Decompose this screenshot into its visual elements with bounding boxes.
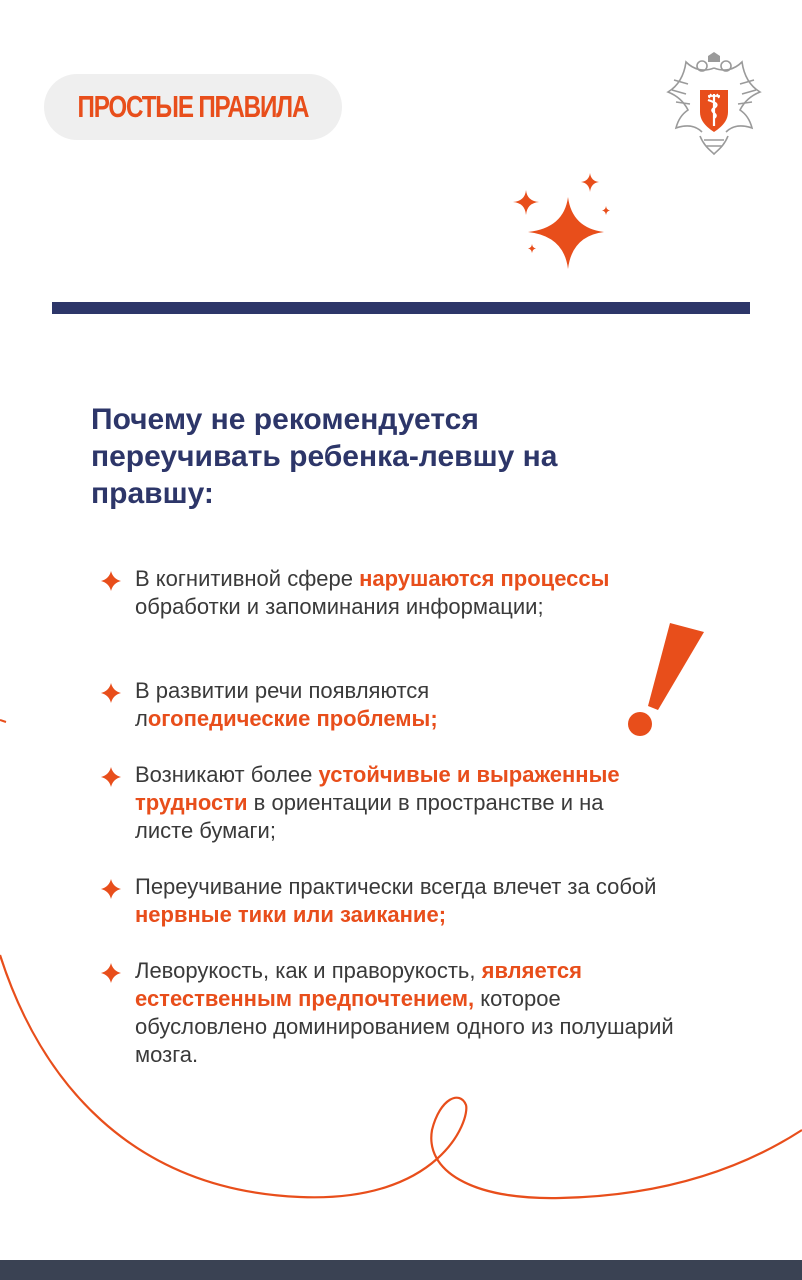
bullet-segment: Возникают более	[135, 762, 319, 787]
bullet-highlight: устойчивые и выраженные трудности	[135, 762, 620, 815]
decorative-swirl-line	[0, 700, 802, 1220]
bullet-segment: В когнитивной сфере	[135, 566, 360, 591]
bullet-segment: Леворукость, как и праворукость,	[135, 958, 482, 983]
bullet-highlight: нервные тики или заикание;	[135, 902, 447, 927]
sparkles-icon	[505, 170, 620, 275]
header-title: ПРОСТЫЕ ПРАВИЛА	[77, 89, 309, 124]
bullet-segment: обработки и запоминания информации;	[135, 594, 544, 619]
footer-bar	[0, 1260, 802, 1280]
bullet-segment: Переучивание практически всегда влечет за собой	[135, 874, 657, 899]
bullet-segment: В развитии речи появляются л	[135, 678, 430, 731]
question-heading: Почему не рекомендуется переучивать ребенка-левшу на правшу:	[91, 403, 558, 510]
bullet-segment: в ориентации в пространстве и на листе бумаги;	[135, 790, 604, 843]
header-pill	[44, 74, 342, 140]
bullet-highlight: нарушаются процессы	[359, 566, 610, 591]
bullet-segment: которое обусловлено доминированием одного из полушарий мозга.	[135, 986, 674, 1067]
bullet-highlight: является естественным предпочтением,	[135, 958, 582, 1011]
bullet-highlight: огопедические проблемы;	[147, 706, 438, 731]
plus-bullet-icon	[100, 570, 122, 592]
divider-bar	[52, 302, 750, 314]
bullet-text	[135, 565, 635, 621]
ministry-emblem-icon	[664, 50, 764, 158]
